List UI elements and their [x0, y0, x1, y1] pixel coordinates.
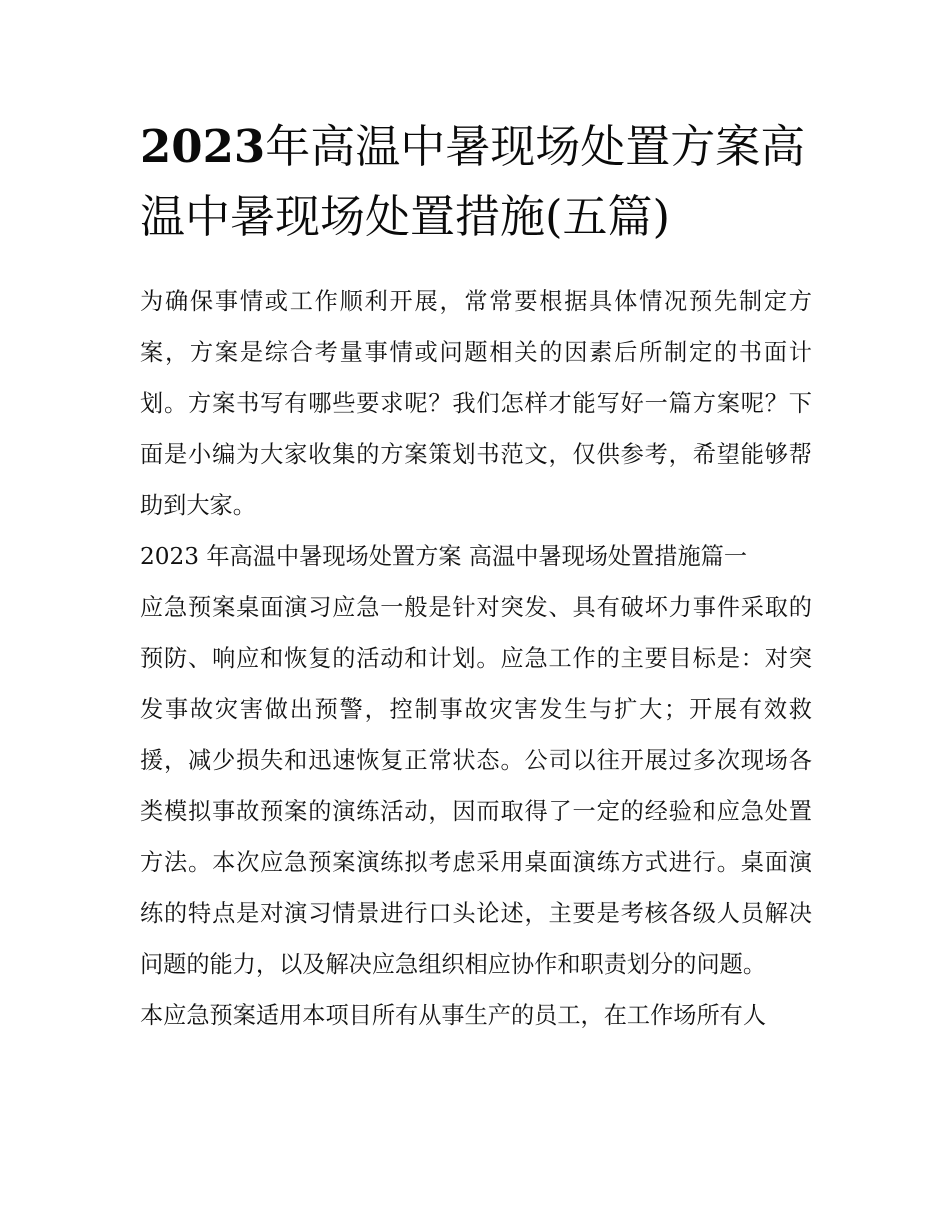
title-text: 年高温中暑现场处置方案高温中暑现场处置措施(五篇) — [140, 120, 806, 243]
body-paragraph: 本应急预案适用本项目所有从事生产的员工，在工作场所有人 — [140, 1002, 767, 1029]
document-body — [140, 276, 812, 1041]
title-year: 2023 — [140, 120, 266, 173]
body-paragraph: 应急预案桌面演习应急一般是针对突发、具有破坏力事件采取的预防、响应和恢复的活动和计划。应急工作的主要目标是：对突发事故灾害做出预警，控制事故灾害发生与扩大；开展有效救援，减少损失和迅速恢复正常状态。公司以往开展过多次现场各类模拟事故预案的演练活动，因而取得了一定的经验和应急处置方法。本次应急预案演练拟考虑采用桌面演练方式进行。桌面演练的特点是对演习情景进行口头论述，主要是考核各级人员解决问题的能力，以及解决应急组织相应协作和职责划分的问题。 — [140, 594, 812, 978]
intro-paragraph: 为确保事情或工作顺利开展，常常要根据具体情况预先制定方案，方案是综合考量事情或问题相关的因素后所制定的书面计划。方案书写有哪些要求呢？我们怎样才能写好一篇方案呢？下面是小编为大家收集的方案策划书范文，仅供参考，希望能够帮助到大家。 — [140, 288, 812, 519]
section-heading: 2023 年高温中暑现场处置方案 高温中暑现场处置措施篇一 — [140, 543, 748, 570]
document-title — [140, 112, 830, 252]
